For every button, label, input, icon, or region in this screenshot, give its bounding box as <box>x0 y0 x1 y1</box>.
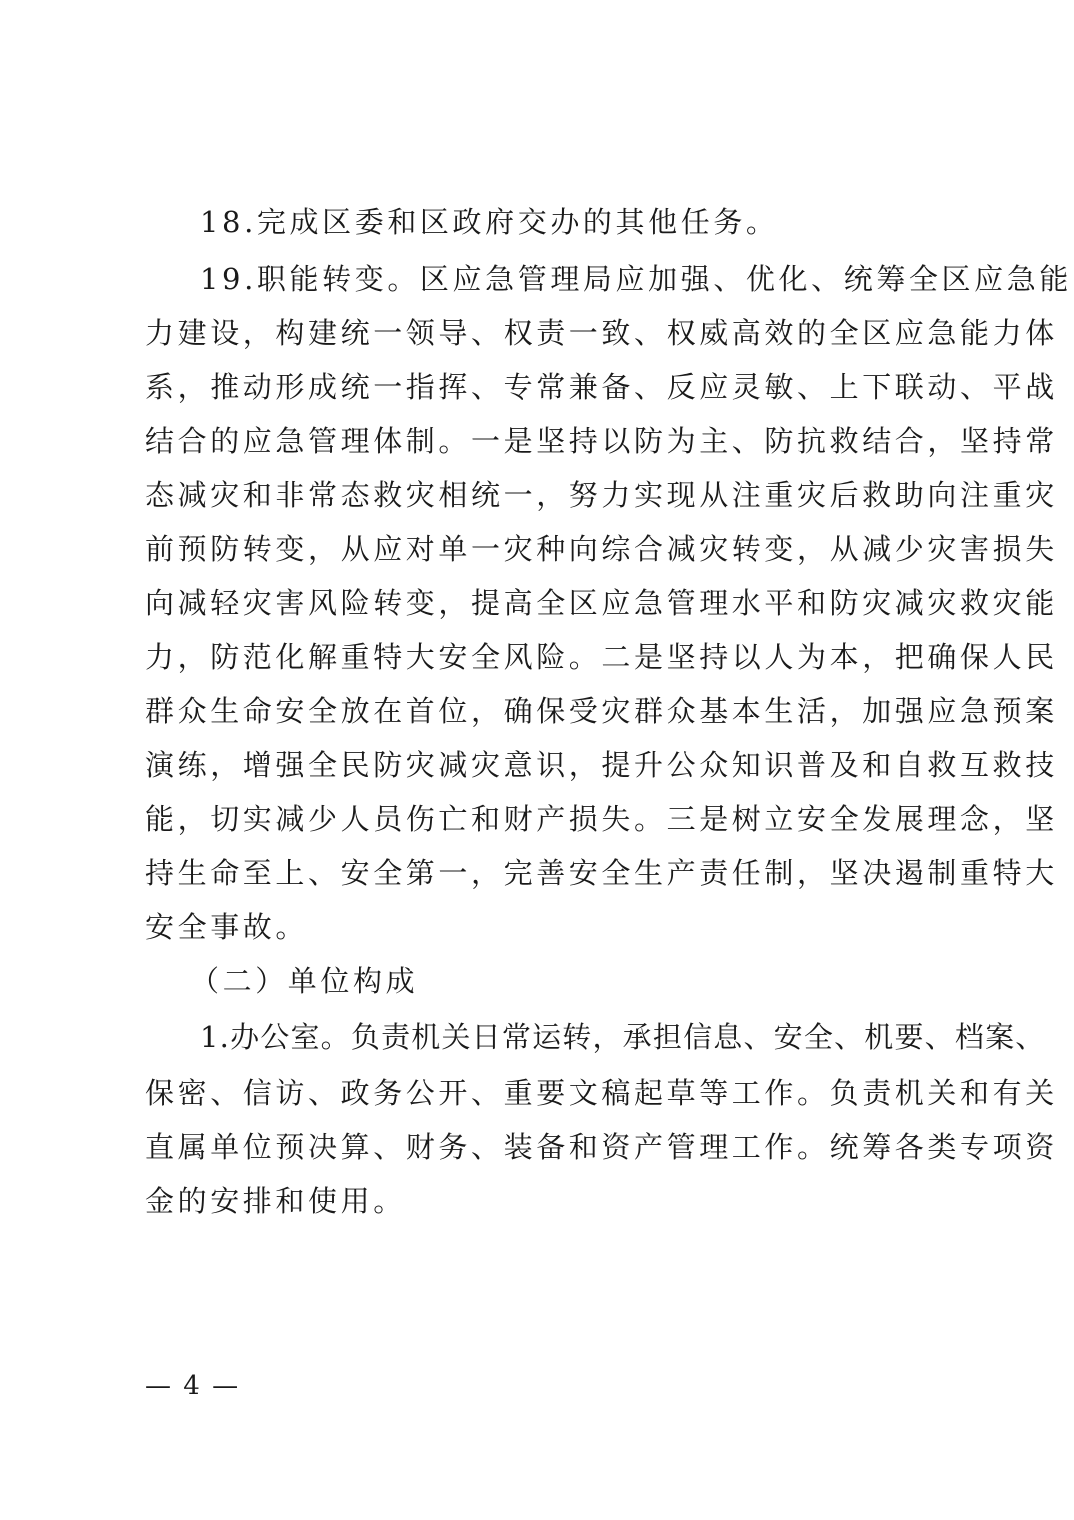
paragraph-item-19-line-2: 力建设，构建统一领导、权责一致、权威高效的全区应急能力体 <box>145 316 1058 350</box>
paragraph-item-19-line-8: 力，防范化解重特大安全风险。二是坚持以人为本，把确保人民 <box>145 640 1058 674</box>
paragraph-item-19-line-12: 持生命至上、安全第一，完善安全生产责任制，坚决遏制重特大 <box>145 856 1058 890</box>
paragraph-unit-1-line-2: 保密、信访、政务公开、重要文稿起草等工作。负责机关和有关 <box>145 1076 1058 1110</box>
section-heading-unit-composition: （二）单位构成 <box>190 964 419 998</box>
paragraph-item-19-line-4: 结合的应急管理体制。一是坚持以防为主、防抗救结合，坚持常 <box>145 424 1058 458</box>
page-number: — 4 — <box>145 1371 241 1401</box>
paragraph-item-19-line-3: 系，推动形成统一指挥、专常兼备、反应灵敏、上下联动、平战 <box>145 370 1058 404</box>
paragraph-item-19-line-6: 前预防转变，从应对单一灾种向综合减灾转变，从减少灾害损失 <box>145 532 1058 566</box>
paragraph-item-19-line-7: 向减轻灾害风险转变，提高全区应急管理水平和防灾减灾救灾能 <box>145 586 1058 620</box>
paragraph-unit-1-line-4: 金的安排和使用。 <box>145 1184 406 1218</box>
paragraph-item-19-line-11: 能，切实减少人员伤亡和财产损失。三是树立安全发展理念，坚 <box>145 802 1058 836</box>
paragraph-unit-1-line-1: 1.办公室。负责机关日常运转，承担信息、安全、机要、档案、 <box>200 1020 1046 1054</box>
paragraph-item-18-line-1: 18.完成区委和区政府交办的其他任务。 <box>200 205 779 239</box>
paragraph-item-19-line-5: 态减灾和非常态救灾相统一，努力实现从注重灾后救助向注重灾 <box>145 478 1058 512</box>
paragraph-item-19-line-10: 演练，增强全民防灾减灾意识，提升公众知识普及和自救互救技 <box>145 748 1058 782</box>
paragraph-unit-1-line-3: 直属单位预决算、财务、装备和资产管理工作。统筹各类专项资 <box>145 1130 1058 1164</box>
paragraph-item-19-line-1: 19.职能转变。区应急管理局应加强、优化、统筹全区应急能 <box>200 262 1072 296</box>
paragraph-item-19-line-13: 安全事故。 <box>145 910 309 944</box>
paragraph-item-19-line-9: 群众生命安全放在首位，确保受灾群众基本生活，加强应急预案 <box>145 694 1058 728</box>
